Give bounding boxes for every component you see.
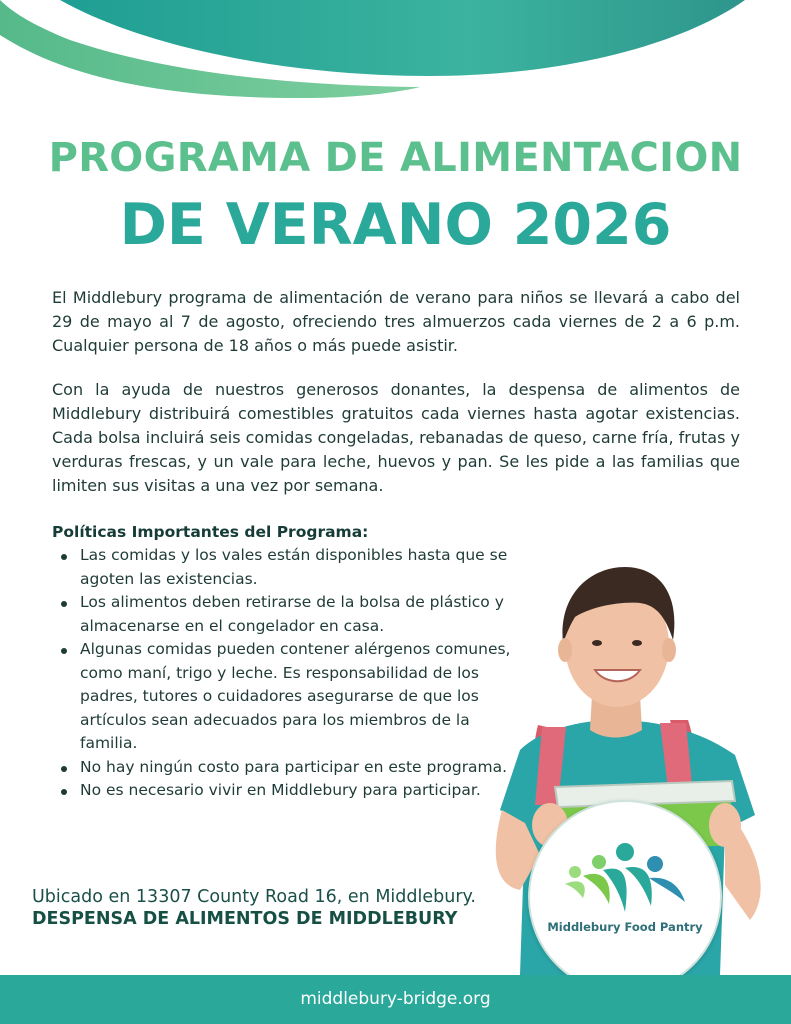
pantry-logo-text: Middlebury Food Pantry	[547, 920, 703, 934]
policies-heading: Políticas Importantes del Programa:	[52, 523, 369, 541]
header-wave-decoration	[0, 0, 791, 110]
footer-bar	[0, 975, 791, 1024]
organization-name: DESPENSA DE ALIMENTOS DE MIDDLEBURY	[32, 909, 458, 929]
policies-list	[52, 544, 512, 803]
location-address: Ubicado en 13307 County Road 16, en Middlebury.	[32, 887, 476, 907]
policy-item: Algunas comidas pueden contener alérgenos comunes, como maní, trigo y leche. Es responsabilidad de los padres, tutores o cuidadores asegurarse de que los artículos sean adecuados para los miembros de la familia.	[52, 638, 512, 756]
intro-paragraph-2: Con la ayuda de nuestros generosos donantes, la despensa de alimentos de Middlebury distribuirá comestibles gratuitos cada viernes hasta agotar existencias. Cada bolsa incluirá seis comidas congeladas, rebanadas de queso, carne fría, frutas y verduras frescas, y un vale para leche, huevos y pan. Se les pide a las familias que limiten sus visitas a una vez por semana.	[52, 380, 740, 495]
policy-item: No hay ningún costo para participar en este programa.	[52, 756, 512, 780]
policy-item: Los alimentos deben retirarse de la bolsa de plástico y almacenarse en el congelador en casa.	[52, 591, 512, 638]
policy-item: No es necesario vivir en Middlebury para participar.	[52, 779, 512, 803]
page-title-line1: PROGRAMA DE ALIMENTACION	[48, 135, 743, 181]
pantry-logo-badge	[528, 800, 722, 994]
policy-item: Las comidas y los vales están disponibles hasta que se agoten las existencias.	[52, 544, 512, 591]
page-title-line2: DE VERANO 2026	[119, 192, 672, 258]
intro-paragraph-1: El Middlebury programa de alimentación de verano para niños se llevará a cabo del 29 de mayo al 7 de agosto, ofreciendo tres almuerzos cada viernes de 2 a 6 p.m. Cualquier persona de 18 años o más puede asistir.	[52, 288, 740, 355]
footer-website-link[interactable]: middlebury-bridge.org	[300, 989, 491, 1009]
pantry-logo-icon	[563, 842, 687, 922]
